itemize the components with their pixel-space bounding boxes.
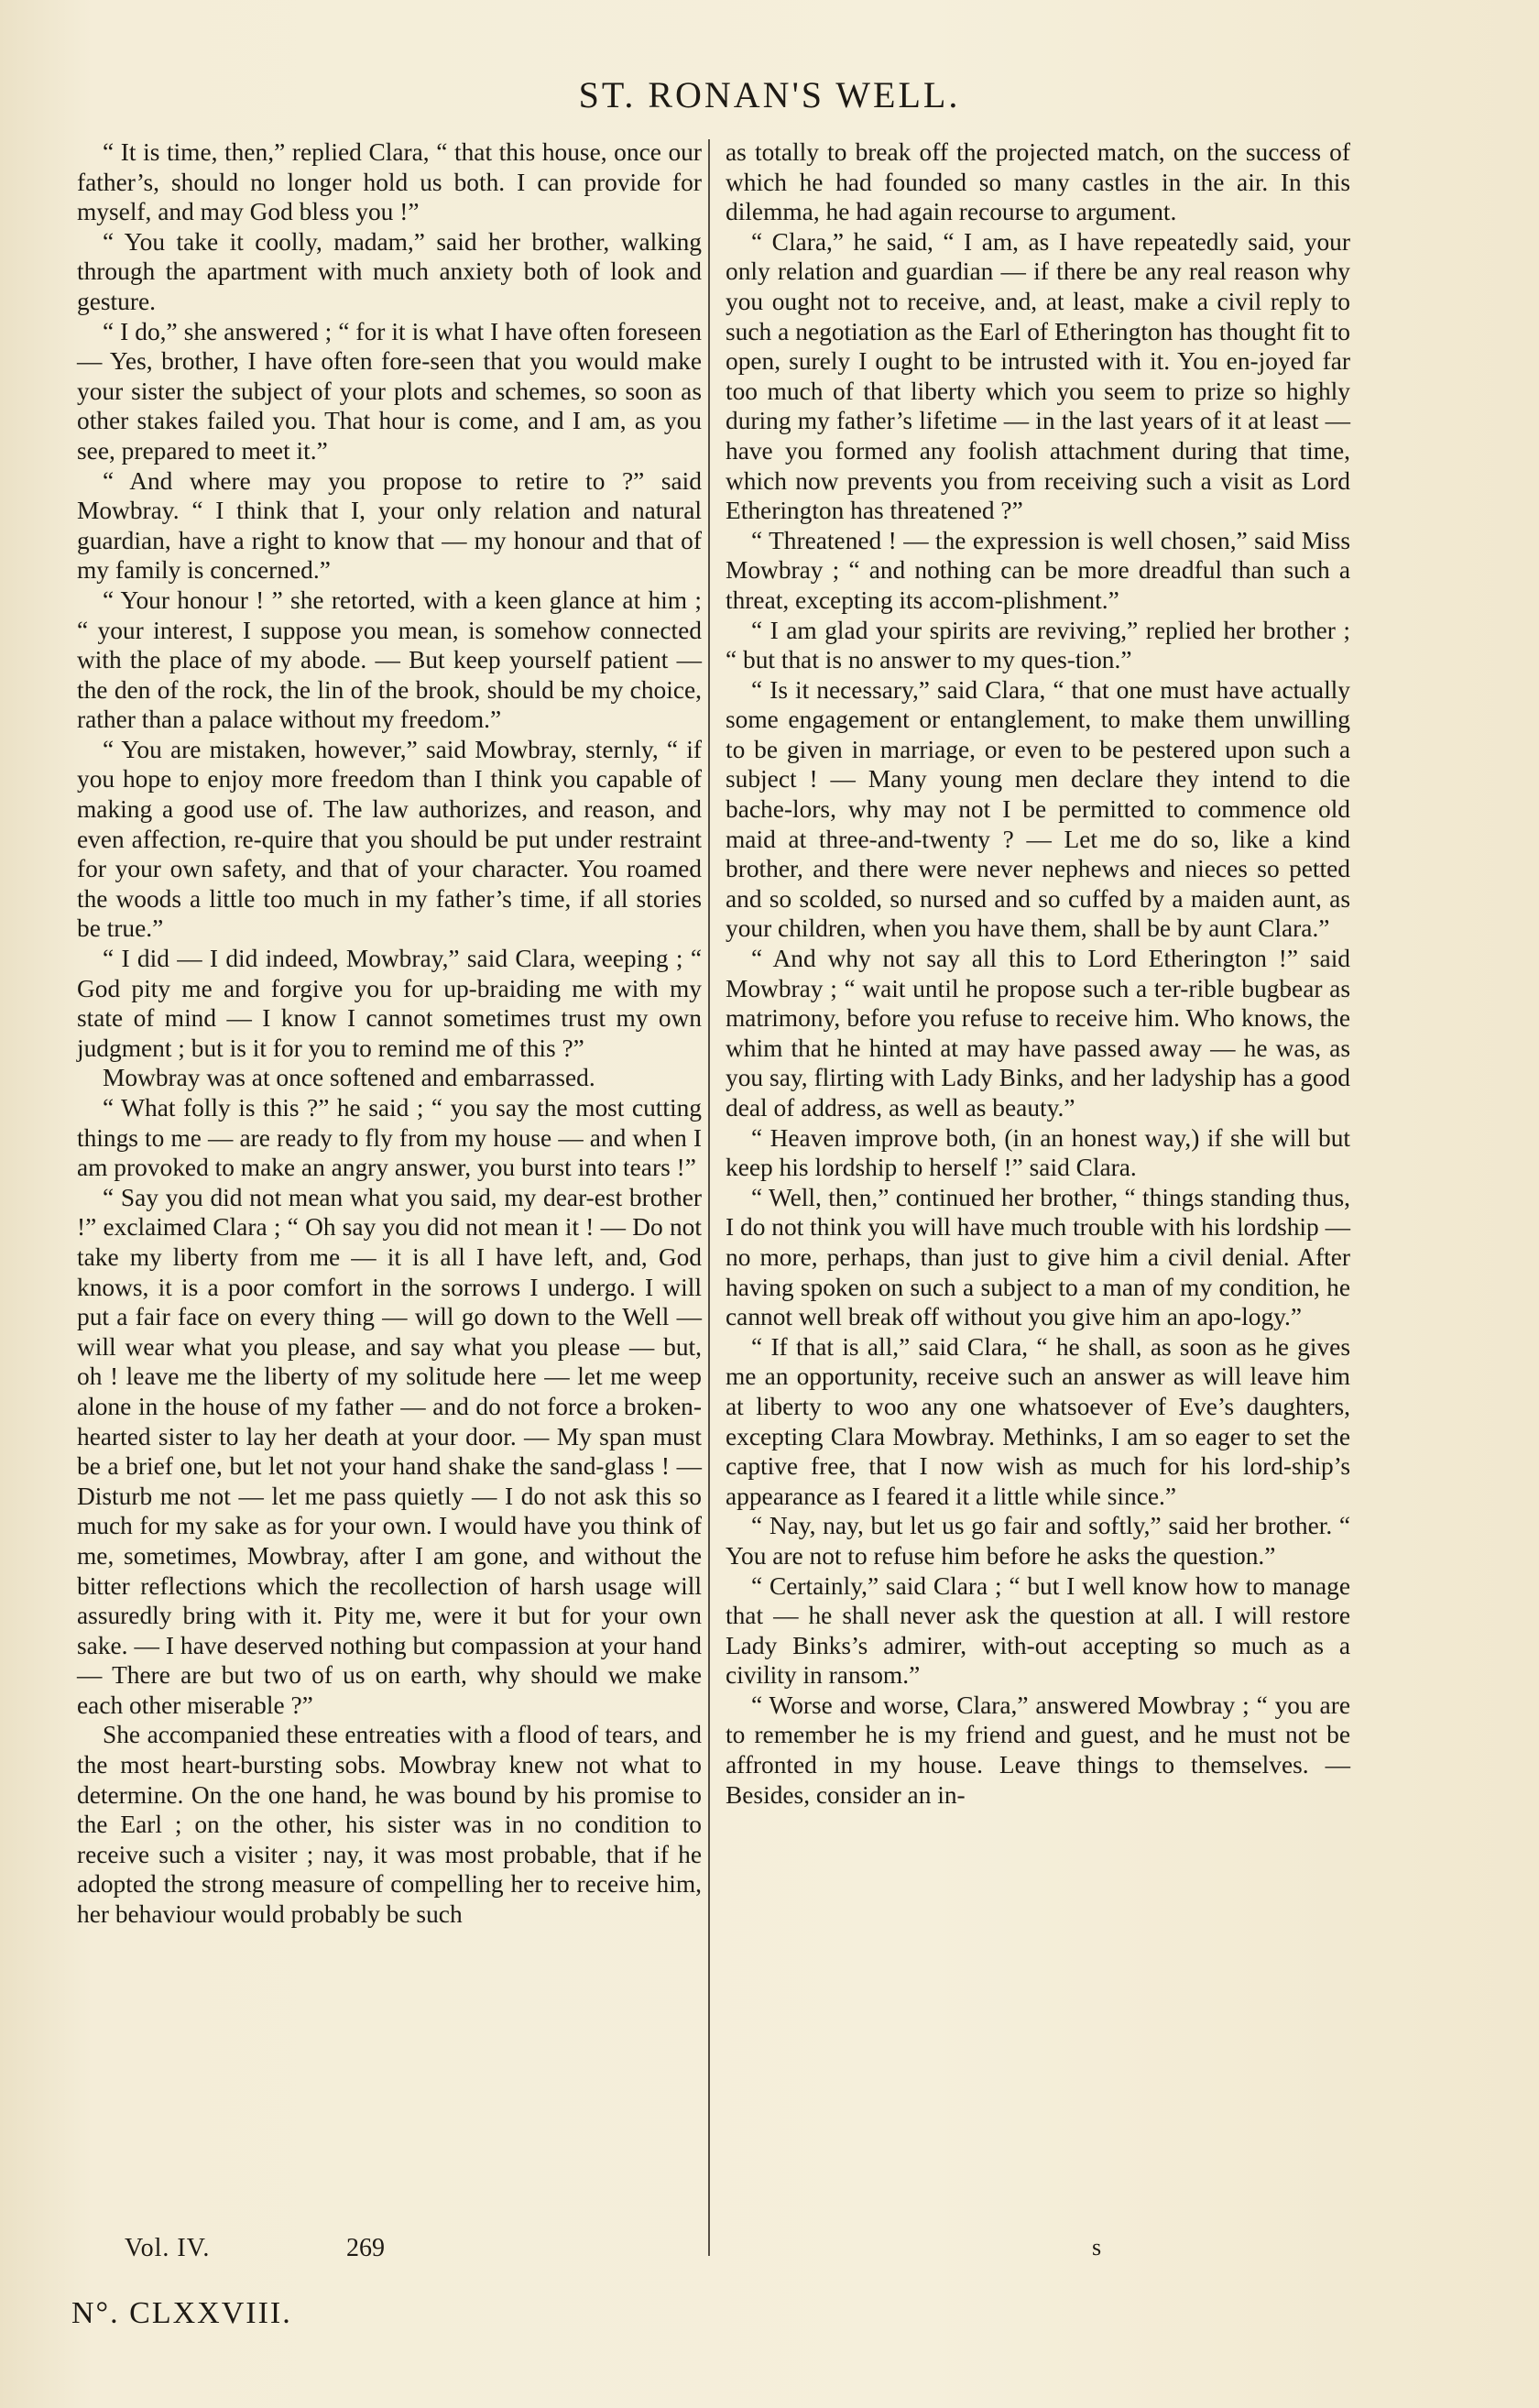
paragraph: “ It is time, then,” replied Clara, “ that this house, once our father’s, should no longer hold us both. I can provide for myself, and may God bless you !” [77,138,702,226]
paragraph: “ What folly is this ?” he said ; “ you say the most cutting things to me — are ready to fly from my house — and when I am provoked to make an angry answer, you burst into tears !” [77,1094,702,1182]
signature-mark: s [1092,2234,1102,2260]
paragraph: “ I did — I did indeed, Mowbray,” said Clara, weeping ; “ God pity me and forgive you for up-braiding me with my state of mind — I know I cannot sometimes trust my own judgment ; but is it for you to remind me of this ?” [77,945,702,1062]
paragraph: She accompanied these entreaties with a flood of tears, and the most heart-bursting sobs. Mowbray knew not what to determine. On the one hand, he was bound by his promise to the Earl ; on the other, his sister was in no condition to receive such a visiter ; nay, it was most probable, that if he adopted the strong measure of compelling her to receive him, her behaviour would probably be such [77,1721,702,1929]
left-column [77,137,702,1930]
paragraph: “ Threatened ! — the expression is well chosen,” said Miss Mowbray ; “ and nothing can be more dreadful than such a threat, excepting its accom-plishment.” [726,526,1350,614]
paragraph: Mowbray was at once softened and embarrassed. [103,1064,595,1092]
paragraph: “ Certainly,” said Clara ; “ but I well know how to manage that — he shall never ask the question at all. I will restore Lady Binks’s admirer, with-out accepting so much as a civility in ransom.” [726,1571,1350,1690]
paragraph: “ I am glad your spirits are reviving,” replied her brother ; “ but that is no answer to my ques-tion.” [726,616,1350,674]
paragraph: “ And where may you propose to retire to ?” said Mowbray. “ I think that I, your only relation and natural guardian, have a right to know that — my honour and that of my family is concerned.” [77,466,702,585]
paragraph: “ You are mistaken, however,” said Mowbray, sternly, “ if you hope to enjoy more freedom than I think you capable of making a good use of. The law authorizes, and reason, and even affection, re-quire that you should be put under restraint for your own safety, and that of your character. You roamed the woods a little too much in my father’s time, if all stories be true.” [77,735,702,943]
paragraph: “ Your honour ! ” she retorted, with a keen glance at him ; “ your interest, I suppose you mean, is somehow connected with the place of my abode. — But keep yourself patient — the den of the rock, the lin of the brook, should be my choice, rather than a palace without my freedom.” [77,586,702,734]
paragraph: “ I do,” she answered ; “ for it is what I have often foreseen — Yes, brother, I have often fore-seen that you would make your sister the subject of your plots and schemes, so soon as other stakes failed you. That hour is come, and I am, as you see, prepared to meet it.” [77,317,702,465]
paragraph: “ Well, then,” continued her brother, “ things standing thus, I do not think you will have much trouble with his lordship — no more, perhaps, than just to give him a civil denial. After having spoken on such a subject to a man of my condition, he cannot well break off without you give him an apo-logy.” [726,1183,1350,1331]
running-header: ST. RONAN'S WELL. [578,74,961,115]
paragraph: “ If that is all,” said Clara, “ he shall, as soon as he gives me an opportunity, receive such an answer as will leave him at liberty to woo any one whatsoever of Eve’s daughters, excepting Clara Mowbray. Methinks, I am so eager to set the captive free, that I now wish as much for his lord-ship’s appearance as I feared it a little while since.” [726,1332,1350,1510]
paragraph: “ Say you did not mean what you said, my dear-est brother !” exclaimed Clara ; “ Oh say you did not mean it ! — Do not take my liberty from me — it is all I have left, and, God knows, it is a poor comfort in the sorrows I undergo. I will put a fair face on every thing — will go down to the Well — will wear what you please, and say what you please — but, oh ! leave me the liberty of my solitude here — let me weep alone in the house of my father — and do not force a broken-hearted sister to lay her death at your door. — My span must be a brief one, but let not your hand shake the sand-glass ! — Disturb me not — let me pass quietly — I do not ask this so much for my sake as for your own. I would have you think of me, sometimes, Mowbray, after I am gone, and without the bitter reflections which the recollection of harsh usage will assuredly bring with it. Pity me, were it but for your own sake. — I have deserved nothing but compassion at your hand — There are but two of us on earth, why should we make each other miserable ?” [77,1183,702,1719]
paragraph: “ Clara,” he said, “ I am, as I have repeatedly said, your only relation and guardian — if there be any real reason why you ought not to receive, and, at least, make a civil reply to such a negotiation as the Earl of Etherington has thought fit to open, surely I ought to be intrusted with it. You en-joyed far too much of that liberty which you seem to prize so highly during my father’s lifetime — in the last years of it at least — have you formed any foolish attachment during that time, which now prevents you from receiving such a visit as Lord Etherington has threatened ?” [726,227,1350,525]
paragraph: “ Nay, nay, but let us go fair and softly,” said her brother. “ You are not to refuse him before he asks the question.” [726,1512,1350,1570]
issue-number: N°. CLXXVIII. [71,2296,292,2330]
paragraph: “ Is it necessary,” said Clara, “ that one must have actually some engagement or entanglement, to make them unwilling to be given in marriage, or even to be pestered upon such a subject ! — Many young men declare they intend to die bache-lors, why may not I be permitted to commence old maid at three-and-twenty ? — Let me do so, like a kind brother, and there were never nephews and nieces so petted and so scolded, so nursed and so cuffed by a maiden aunt, as your children, when you have them, shall be by aunt Clara.” [726,675,1350,943]
volume-label: Vol. IV. [125,2234,211,2262]
paragraph: “ And why not say all this to Lord Etherington !” said Mowbray ; “ wait until he propose such a ter-rible bugbear as matrimony, before you refuse to receive him. Who knows, the whim that he hinted at may have passed away — he was, as you say, flirting with Lady Binks, and her ladyship has a good deal of address, as well as beauty.” [726,945,1350,1122]
right-column [726,137,1350,1810]
page-number: 269 [346,2234,385,2262]
paragraph: “ Worse and worse, Clara,” answered Mowbray ; “ you are to remember he is my friend and guest, and he must not be affronted in my house. Leave things to themselves. — Besides, consider an in- [726,1691,1350,1809]
paragraph-continuation: as totally to break off the projected match, on the success of which he had founded so many castles in the air. In this dilemma, he had again recourse to argument. [726,138,1350,226]
paragraph: “ You take it coolly, madam,” said her brother, walking through the apartment with much anxiety both of look and gesture. [77,227,702,315]
paragraph: “ Heaven improve both, (in an honest way,) if she will but keep his lordship to herself !” said Clara. [726,1123,1350,1182]
column-divider [708,139,710,2256]
